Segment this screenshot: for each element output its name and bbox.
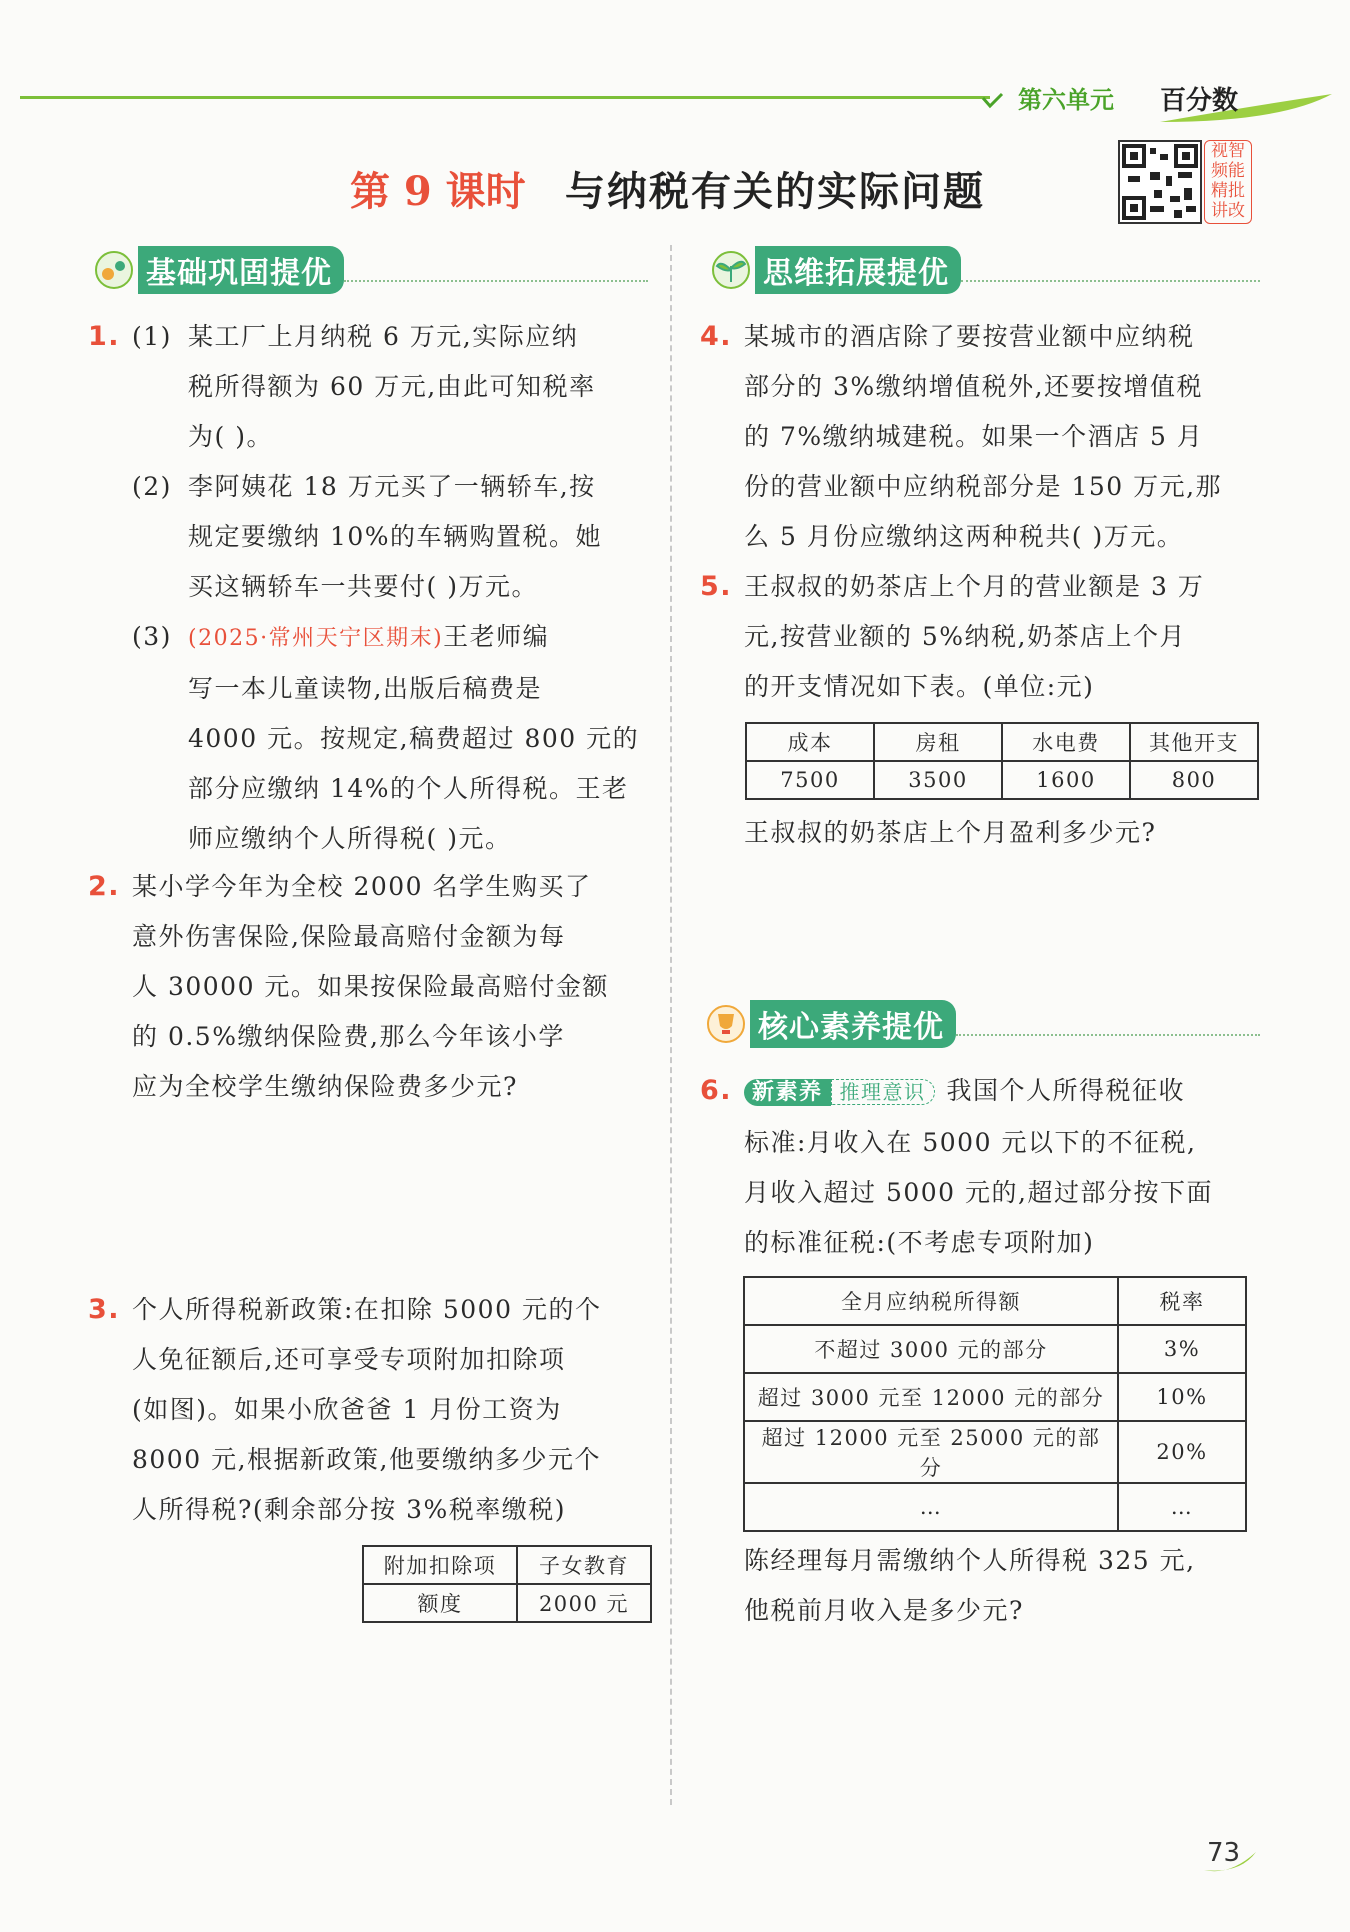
expense-table: 成本 房租 水电费 其他开支 7500 3500 1600 800	[745, 722, 1259, 800]
question-5-prompt: 王叔叔的奶茶店上个月盈利多少元?	[744, 818, 1157, 847]
trophy-icon	[700, 1002, 750, 1046]
tax-rate-table: 全月应纳税所得额 税率 不超过 3000 元的部分 3% 超过 3000 元至 12000 元的部分 10% 超过 12000 元至 25000 元的部分 20% … …	[743, 1276, 1247, 1532]
check-icon	[980, 92, 1006, 110]
unit-label: 第六单元	[1018, 86, 1114, 114]
gear-leaf-icon	[88, 248, 138, 292]
qr-code-icon[interactable]	[1118, 140, 1202, 224]
subject-label: 百分数	[1160, 86, 1239, 116]
question-4: 4. 某城市的酒店除了要按营业额中应纳税 部分的 3%缴纳增值税外,还要按增值税 的 7%缴纳城建税。如果一个酒店 5 月 份的营业额中应纳税部分是 150 万元,那 么 5 月份应缴纳这两种税共( )万元。	[700, 321, 1223, 551]
column-divider	[670, 245, 672, 1805]
section-core: 核心素养提优	[700, 1002, 1260, 1046]
question-1: 1. (1) 某工厂上月纳税 6 万元,实际应纳 税所得额为 60 万元,由此可知税率 为( )。 (2) 李阿姨花 18 万元买了一辆轿车,按 规定要缴纳 10%的车辆购置税。她 买这辆轿车一共要付( )万元。 (3) (2025·常州天宁区期末)王老师编 写一本儿童读物,出版后稿费是 4000 元。按规定,稿费超过 800 元的 部分应缴纳 14%的个人所得税。王老 师应缴纳个人所得税( )元。	[88, 321, 640, 853]
question-3: 3. 个人所得税新政策:在扣除 5000 元的个 人免征额后,还可享受专项附加扣除项 (如图)。如果小欣爸爸 1 月份工资为 8000 元,根据新政策,他要缴纳多少元个 人所得税?(剩余部分按 3%税率缴税)	[88, 1294, 602, 1524]
question-5: 5. 王叔叔的奶茶店上个月的营业额是 3 万 元,按营业额的 5%纳税,奶茶店上个月 的开支情况如下表。(单位:元)	[700, 571, 1205, 701]
new-literacy-badge: 新素养	[744, 1079, 831, 1106]
lesson-title: 与纳税有关的实际问题	[565, 168, 985, 215]
video-grading-label: 视智 频能 精批 讲改	[1204, 140, 1252, 224]
header-rule	[20, 96, 990, 99]
sprout-icon	[705, 248, 755, 292]
section-basic: 基础巩固提优	[88, 248, 648, 292]
question-6: 6. 新素养 推理意识 我国个人所得税征收 标准:月收入在 5000 元以下的不征税, 月收入超过 5000 元的,超过部分按下面 的标准征税:(不考虑专项附加)	[700, 1075, 1213, 1257]
page-number: 73	[1207, 1838, 1241, 1868]
lesson-number: 第 9 课时	[350, 168, 526, 215]
deduction-table: 附加扣除项 子女教育 额度 2000 元	[362, 1545, 652, 1623]
section-thinking: 思维拓展提优	[705, 248, 1260, 292]
reasoning-badge: 推理意识	[831, 1079, 935, 1105]
question-2: 2. 某小学今年为全校 2000 名学生购买了 意外伤害保险,保险最高赔付金额为每 人 30000 元。如果按保险最高赔付金额 的 0.5%缴纳保险费,那么今年该小学 应为全校学生缴纳保险费多少元?	[88, 871, 609, 1101]
question-6-prompt: 陈经理每月需缴纳个人所得税 325 元, 他税前月收入是多少元?	[744, 1546, 1196, 1625]
